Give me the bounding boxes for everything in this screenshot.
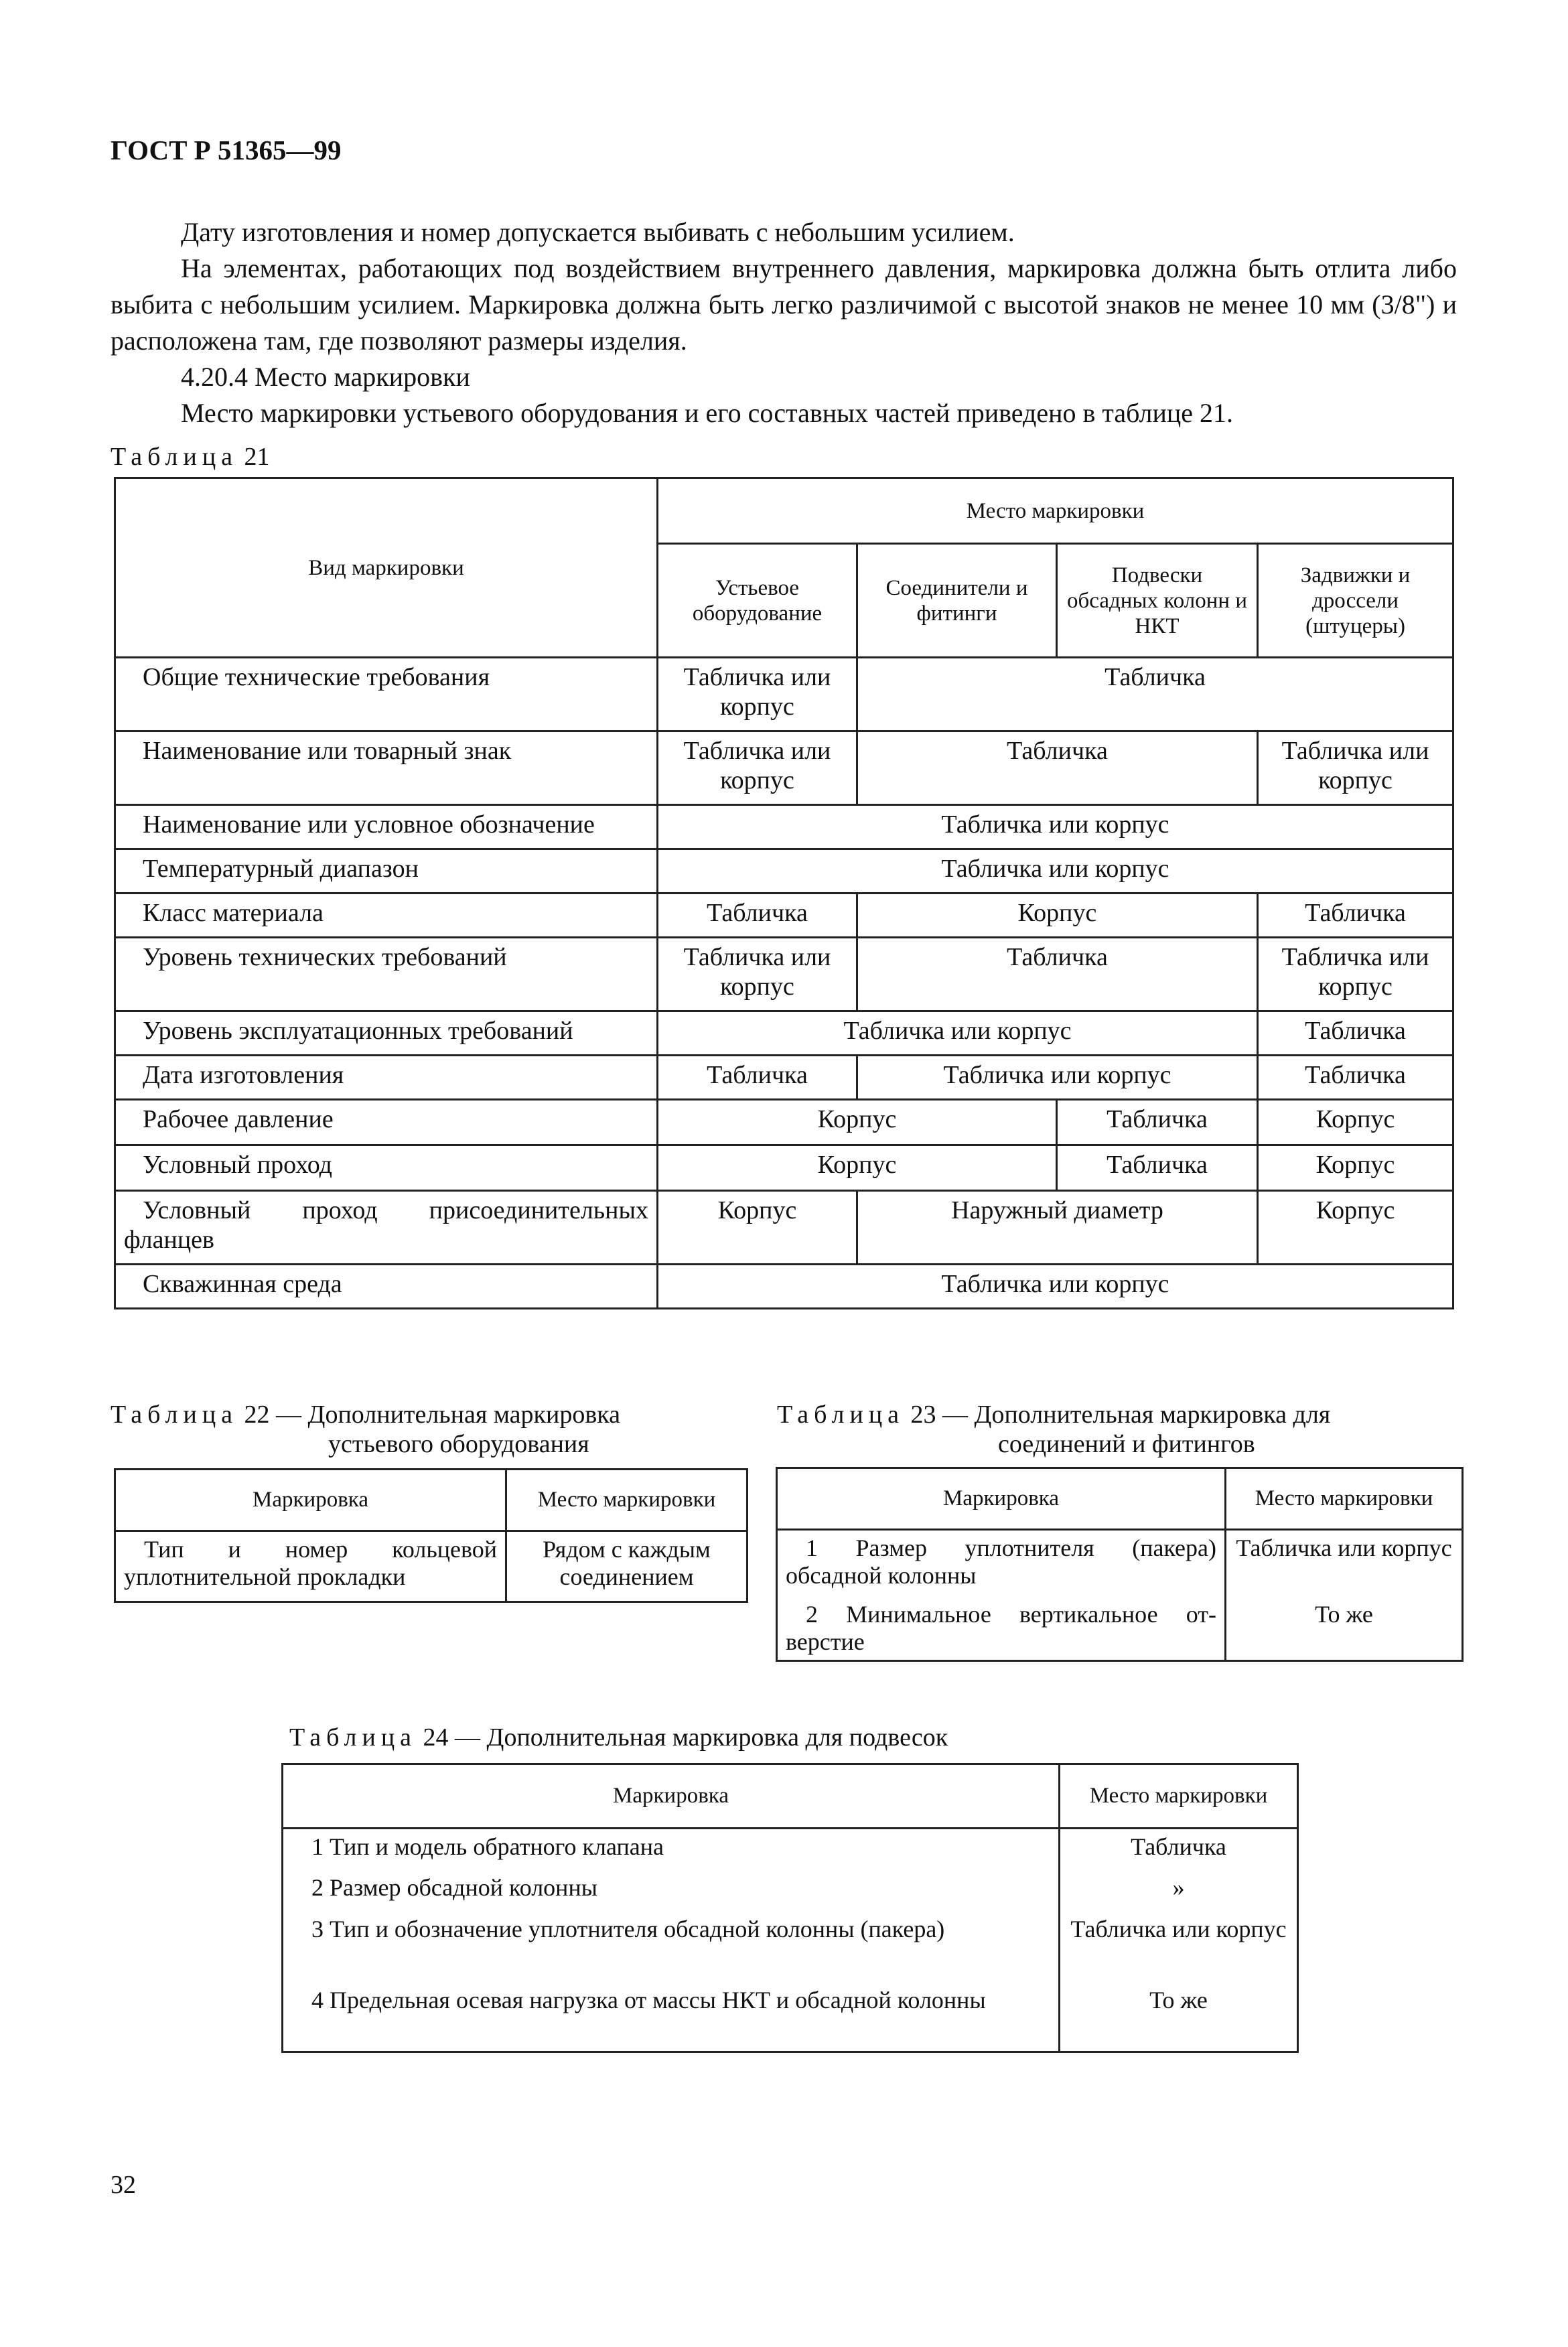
paragraph-3: Место маркировки устьевого оборудования и его составных частей приведено в таблице 21. [181,398,1234,428]
caption-line2: соединений и фитингов [998,1430,1255,1458]
cell: Табличка или корпус [658,805,1453,849]
caption-line2: устьевого оборудования [328,1430,589,1458]
cell: 4 Предельная осевая нагрузка от массы НКТ и обсадной колонны [283,1983,1060,2052]
cell: Корпус [1258,1145,1453,1191]
cell: Корпус [1258,1191,1453,1265]
paragraph-2: На элементах, работающих под воздействием внутреннего давления, маркировка должна быть отлита либо выбита с небольшим усилием. Маркировка должна быть легко различимой с высотой знаков не менее 10 мм (3/8") и расположена там, где позволяют размеры изделия. [111,253,1457,356]
subheader-ustevoe: Устьевое оборудование [658,544,857,658]
table-23 [776,1467,1464,1662]
header-marking: Маркировка [777,1468,1226,1530]
row-name: Скважинная среда [115,1265,658,1309]
cell: 3 Тип и обозначение уплотнителя обсадной колонны (пакера) [283,1912,1060,1983]
caption-word: Таблица [289,1723,417,1752]
cell: Табличка [1057,1100,1258,1145]
cell: Табличка [658,1056,857,1100]
row-name: Температурный диапазон [115,849,658,894]
cell: Корпус [658,1100,1057,1145]
cell: Табличка [1060,1829,1298,1870]
cell: Табличка или корпус [857,1056,1258,1100]
cell: Корпус [658,1191,857,1265]
table-22 [114,1468,748,1603]
cell: Табличка или корпус [658,731,857,805]
caption-word: Таблица [777,1401,905,1429]
caption-word: Таблица [111,443,238,471]
header-place: Место маркировки [1060,1764,1298,1829]
header-marking: Маркировка [115,1470,506,1531]
cell: Табличка [857,938,1258,1011]
subheader-podveski: Подвески обсадных колонн и НКТ [1057,544,1258,658]
table21-caption [111,442,270,472]
subheader-zadvizhki: Задвижки и дроссели (штуцеры) [1258,544,1453,658]
caption-number: 21 [244,443,270,471]
cell: Корпус [658,1145,1057,1191]
caption-text: 24 — Дополнительная маркировка для подвесок [423,1723,948,1752]
header-mesto: Место маркировки [658,478,1453,544]
cell: Корпус [857,894,1258,938]
row-name: Условный проход присоединительных фланцев [115,1191,658,1265]
cell: Табличка [1258,894,1453,938]
cell: 2 Минимальное вертикальное от- верстие [777,1597,1226,1661]
cell: Табличка или корпус [658,938,857,1011]
table22-caption [111,1400,713,1459]
row-name: Дата изготовления [115,1056,658,1100]
cell: Табличка [1057,1145,1258,1191]
row-name: Класс материала [115,894,658,938]
cell: Наружный диаметр [857,1191,1258,1265]
header-vid: Вид маркировки [115,478,658,658]
cell: Табличка или корпус [1060,1912,1298,1983]
cell: Рядом с каждым соединением [506,1531,747,1602]
table-24 [281,1763,1299,2053]
row-name: Условный проход [115,1145,658,1191]
section-heading: 4.20.4 Место маркировки [181,362,470,392]
header-place: Место маркировки [1226,1468,1463,1530]
cell: Табличка [1258,1056,1453,1100]
cell: То же [1060,1983,1298,2052]
cell: Табличка [857,658,1453,731]
cell: Табличка [658,894,857,938]
caption-text: 22 — Дополнительная маркировка [244,1401,621,1429]
cell: 2 Размер обсадной колонны [283,1870,1060,1912]
cell: Табличка или корпус [658,658,857,731]
caption-text: 23 — Дополнительная маркировка для [910,1401,1331,1429]
paragraph-1: Дату изготовления и номер допускается выбивать с небольшим усилием. [181,217,1015,247]
table23-caption [777,1400,1453,1459]
cell: » [1060,1870,1298,1912]
cell: Табличка или корпус [1258,938,1453,1011]
document-header: ГОСТ Р 51365—99 [111,135,342,165]
cell: Табличка или корпус [658,849,1453,894]
cell: Тип и номер кольцевой уплотнительной прокладки [115,1531,506,1602]
row-name: Наименование или условное обозначение [115,805,658,849]
header-place: Место маркировки [506,1470,747,1531]
cell: Табличка [1258,1011,1453,1056]
row-name: Уровень технических требований [115,938,658,1011]
row-name: Рабочее давление [115,1100,658,1145]
cell: Табличка или корпус [658,1011,1258,1056]
table24-caption [289,1723,948,1752]
cell: Табличка или корпус [1226,1530,1463,1597]
row-name: Общие технические требования [115,658,658,731]
cell: То же [1226,1597,1463,1661]
cell: 1 Размер уплотнителя (пакера) обсадной колонны [777,1530,1226,1597]
row-name: Уровень эксплуатационных требований [115,1011,658,1056]
cell: Табличка [857,731,1258,805]
header-marking: Маркировка [283,1764,1060,1829]
page-number: 32 [111,2171,136,2199]
cell: Корпус [1258,1100,1453,1145]
subheader-soediniteli: Соединители и фитинги [857,544,1057,658]
table-21 [114,477,1454,1309]
row-name: Наименование или товарный знак [115,731,658,805]
cell: 1 Тип и модель обратного клапана [283,1829,1060,1870]
caption-word: Таблица [111,1401,238,1429]
cell: Табличка или корпус [658,1265,1453,1309]
cell: Табличка или корпус [1258,731,1453,805]
